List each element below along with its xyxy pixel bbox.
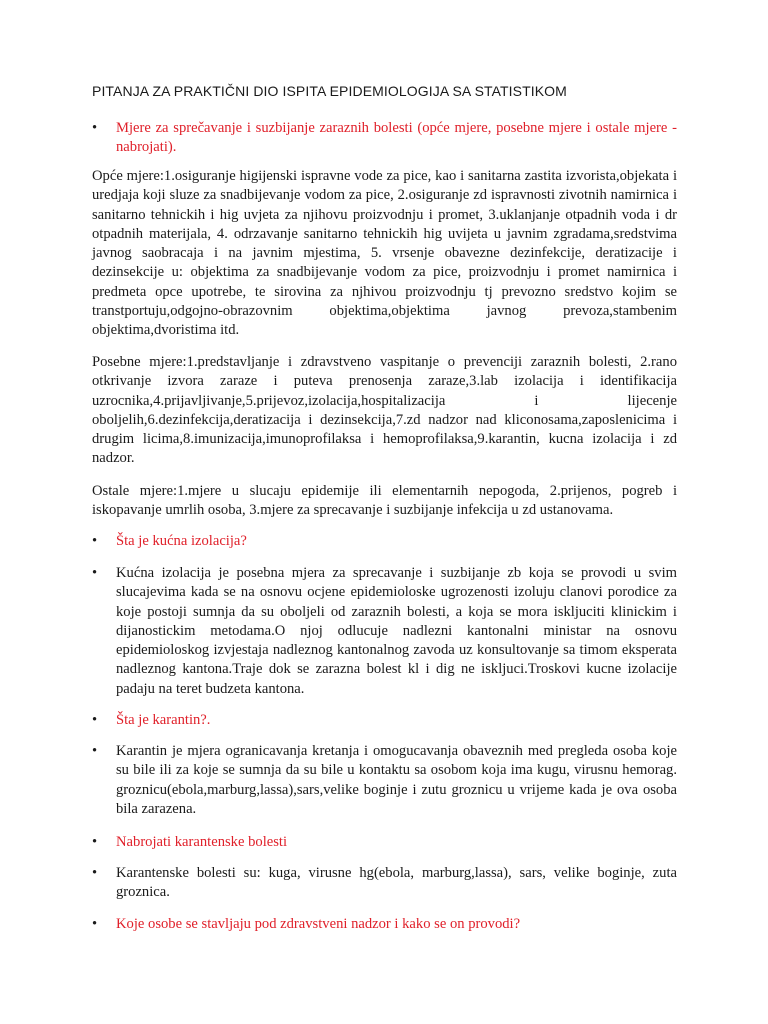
question-4: [92, 833, 677, 852]
answer-4: [92, 864, 677, 903]
question-text: Šta je karantin?.: [116, 712, 211, 728]
paragraph-text: Opće mjere:1.osiguranje higijenski ispravne vode za pice, kao i sanitarna zastita izvorista,objekata i uredjaja koji sluze za snadbijevanje vodom za pice, 2.osiguranje zd ispravnosti zivotnih namirnica i sanitarno tehnickih i hig uvjeta za njihovu proizvodnju i promet, 3.uklanjanje otpadnih voda i dr otpadnih materijala, 4. odrzavanje sanitarno tehnickih hig uvijeta u javnim zgradama,sredstvima javnog saobracaja i na javnim mjestima, 5. vrsenje obavezne dezinfekcije, deratizacije i dezinsekcije u: objektima za snadbijevanje vodom za pice, proizvodnju i promet namirnica i predmeta opce upotrebe, te sirovina za njhivou proizvodnju tj prevozno sredstvo kojim se transtportuju,odgojno-obrazovnim objektima,objektima javnog prevoza,stambenim objektima,dvoristima itd.: [92, 168, 677, 339]
bullet-icon: •: [92, 834, 98, 850]
answer-text: Kućna izolacija je posebna mjera za sprecavanje i suzbijanje zb koja se provodi u svim slucajevima kada se na osnovu ocjene epidemioloske ugrozenosti izoluju clanovi porodice za koje postoji sumnja da su oboljeli od zaraznih bolesti, a koja se mora iskljuciti klinickim i dijanostickim metodama.O njoj odlucuje nadlezni kantonalni ministar na osnovu epidemioloskog izvjestaja nadleznog kantonalnog zavoda uz konsultovanje sa timom eksperata nadleznog kantona.Traje dok se zarazna bolest kl i dig ne iskljuci.Troskovi kucne izolacije padaju na teret budzeta kantona.: [116, 565, 677, 697]
bullet-icon: •: [92, 120, 98, 136]
question-text: Nabrojati karantenske bolesti: [116, 834, 288, 850]
bullet-icon: •: [92, 743, 98, 759]
bullet-icon: •: [92, 565, 98, 581]
question-5: [92, 915, 677, 934]
bullet-icon: •: [92, 712, 98, 728]
bullet-icon: •: [92, 533, 98, 549]
question-3: [92, 711, 677, 730]
answer-3: [92, 742, 677, 819]
page-title: PITANJA ZA PRAKTIČNI DIO ISPITA EPIDEMIOLOGIJA SA STATISTIKOM: [92, 83, 567, 99]
bullet-icon: •: [92, 865, 98, 881]
answer-2: [92, 564, 677, 699]
question-text: Mjere za sprečavanje i suzbijanje zaraznih bolesti (opće mjere, posebne mjere i ostale mjere - nabrojati).: [116, 120, 677, 156]
question-1: [92, 119, 677, 158]
question-2: [92, 532, 677, 551]
bullet-icon: •: [92, 916, 98, 932]
paragraph-text: Ostale mjere:1.mjere u slucaju epidemije ili elementarnih nepogoda, 2.prijenos, pogreb i iskopavanje umrlih osoba, 3.mjere za sprecavanje i suzbijanje infekcija u zd ustanovama.: [92, 483, 677, 519]
paragraph-text: Posebne mjere:1.predstavljanje i zdravstveno vaspitanje o prevenciji zaraznih bolesti, 2.rano otkrivanje izvora zaraze i puteva prenosenja zaraze,3.lab izolacija i identifikacija uzrocnika,4.prijavljivanje,5.prijevoz,izolacija,hospitalizacija i lijecenje oboljelih,6.dezinfekcija,deratizacija i dezinsekcija,7.zd nadzor nad kliconosama,zaposlenicima i drugim licima,8.imunizacija,imunoprofilaksa i hemoprofilaksa,9.karantin, kucna izolacija i zd nadzor.: [92, 354, 677, 467]
answer-text: Karantin je mjera ogranicavanja kretanja i omogucavanja obaveznih med pregleda osoba koje su bile ili za koje se sumnja da su bile u kontaktu sa osobom koja ima kugu, virusnu hemorag. groznicu(ebola,marburg,lassa),sars,velike boginje i zutu groznicu u vrijeme kada je ova osoba bila zarazena.: [116, 743, 677, 817]
answer-text: Karantenske bolesti su: kuga, virusne hg(ebola, marburg,lassa), sars, velike boginje, zuta groznica.: [116, 865, 677, 901]
paragraph-opce-mjere: [92, 167, 677, 341]
question-text: Šta je kućna izolacija?: [116, 533, 247, 549]
paragraph-ostale-mjere: [92, 482, 677, 521]
paragraph-posebne-mjere: [92, 353, 677, 469]
question-text: Koje osobe se stavljaju pod zdravstveni nadzor i kako se on provodi?: [116, 916, 521, 932]
